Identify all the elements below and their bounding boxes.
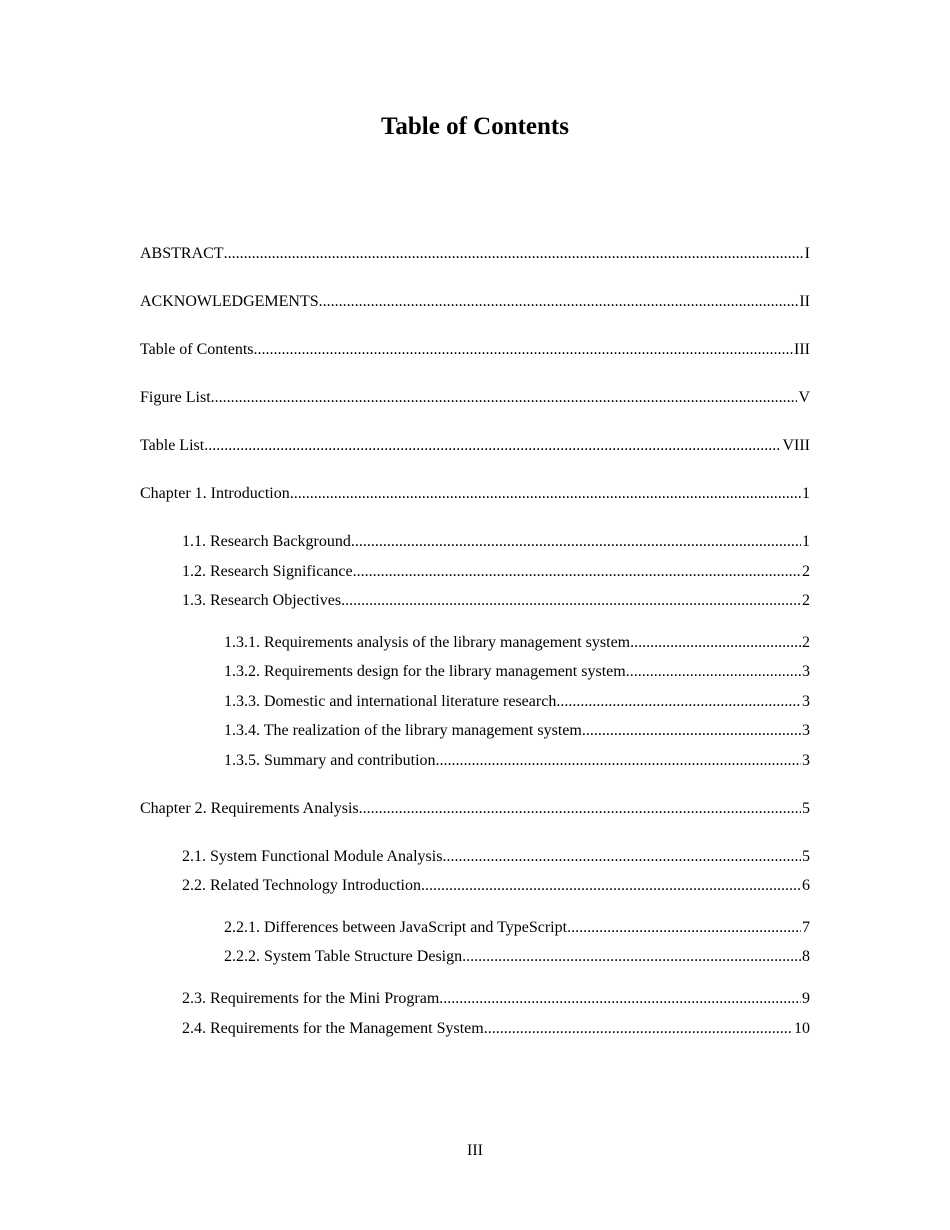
toc-entry-page: 2 — [802, 563, 810, 580]
toc-dot-leader — [359, 798, 801, 820]
toc-entry-page: 1 — [802, 485, 810, 502]
toc-dot-leader — [290, 483, 801, 505]
toc-entry-page: 3 — [802, 693, 810, 710]
toc-dot-leader — [462, 946, 801, 968]
toc-entry-page: 8 — [802, 948, 810, 965]
toc-dot-leader — [421, 875, 801, 897]
toc-entry-label: 2.1. System Functional Module Analysis — [182, 848, 443, 865]
toc-entry-label: 1.3.2. Requirements design for the library management system — [224, 663, 626, 680]
toc-entry-label: 2.2.2. System Table Structure Design — [224, 948, 463, 965]
toc-entry-label: 2.2.1. Differences between JavaScript and TypeScript — [224, 919, 568, 936]
toc-dot-leader — [442, 846, 801, 868]
toc-dot-leader — [567, 917, 801, 939]
toc-entry-page: I — [804, 245, 810, 262]
toc-entry-2-2-2[interactable] — [224, 946, 810, 968]
toc-entry-abstract[interactable] — [140, 243, 810, 265]
toc-entry-chapter-2[interactable] — [140, 798, 810, 820]
toc-entry-page: VIII — [782, 437, 810, 454]
toc-entry-label: ABSTRACT — [140, 245, 224, 262]
page-title: Table of Contents — [381, 113, 569, 140]
toc-entry-label: 2.2. Related Technology Introduction — [182, 877, 421, 894]
toc-entry-label: 1.1. Research Background — [182, 533, 351, 550]
toc-dot-leader — [211, 387, 798, 409]
toc-dot-leader — [319, 291, 799, 313]
toc-entry-2-2-1[interactable] — [224, 917, 810, 939]
toc-entry-page: III — [794, 341, 810, 358]
toc-entry-2-1[interactable] — [182, 846, 810, 868]
toc-entry-page: V — [798, 389, 810, 406]
toc-entry-label: 1.3.5. Summary and contribution — [224, 752, 436, 769]
toc-entry-page: 5 — [802, 800, 810, 817]
toc-entry-1-3-4[interactable] — [224, 720, 810, 742]
toc-entry-label: 2.4. Requirements for the Management System — [182, 1020, 484, 1037]
toc-entry-label: Table List — [140, 437, 205, 454]
toc-entry-chapter-1[interactable] — [140, 483, 810, 505]
toc-entry-page: 3 — [802, 663, 810, 680]
toc-dot-leader — [630, 632, 801, 654]
toc-entry-label: 2.3. Requirements for the Mini Program — [182, 990, 440, 1007]
toc-dot-leader — [626, 661, 801, 683]
toc-entry-1-3-3[interactable] — [224, 691, 810, 713]
toc-entry-table-list[interactable] — [140, 435, 810, 457]
toc-entry-table-of-contents[interactable] — [140, 339, 810, 361]
toc-entry-2-2[interactable] — [182, 875, 810, 897]
toc-entry-1-3[interactable] — [182, 590, 810, 612]
toc-entry-label: 1.3.1. Requirements analysis of the library management system — [224, 634, 631, 651]
toc-entry-label: Chapter 1. Introduction — [140, 485, 290, 502]
toc-entry-label: Table of Contents — [140, 341, 254, 358]
toc-entry-1-1[interactable] — [182, 531, 810, 553]
toc-entry-2-4[interactable] — [182, 1018, 810, 1040]
toc-entry-label: 1.3.3. Domestic and international literature research — [224, 693, 557, 710]
toc-entry-page: 3 — [802, 722, 810, 739]
toc-entry-page: 3 — [802, 752, 810, 769]
toc-entry-label: 1.3.4. The realization of the library management system — [224, 722, 582, 739]
toc-entry-1-2[interactable] — [182, 561, 810, 583]
toc-dot-leader — [436, 750, 801, 772]
toc-dot-leader — [254, 339, 793, 361]
toc-dot-leader — [351, 531, 801, 553]
toc-entry-2-3[interactable] — [182, 988, 810, 1010]
toc-dot-leader — [353, 561, 801, 583]
toc-entry-1-3-5[interactable] — [224, 750, 810, 772]
toc-entry-page: 7 — [802, 919, 810, 936]
toc-entry-page: 9 — [802, 990, 810, 1007]
toc-entry-page: 5 — [802, 848, 810, 865]
toc-entry-label: 1.2. Research Significance — [182, 563, 353, 580]
toc-dot-leader — [556, 691, 801, 713]
toc-entry-page: II — [799, 293, 810, 310]
page-number: III — [467, 1142, 483, 1159]
toc-entry-label: 1.3. Research Objectives — [182, 592, 342, 609]
toc-dot-leader — [484, 1018, 793, 1040]
toc-dot-leader — [341, 590, 801, 612]
toc-dot-leader — [582, 720, 801, 742]
toc-entry-figure-list[interactable] — [140, 387, 810, 409]
toc-entry-label: Chapter 2. Requirements Analysis — [140, 800, 359, 817]
toc-entry-page: 2 — [802, 592, 810, 609]
toc-entry-1-3-1[interactable] — [224, 632, 810, 654]
toc-entry-page: 10 — [794, 1020, 810, 1037]
toc-entry-1-3-2[interactable] — [224, 661, 810, 683]
toc-entry-page: 6 — [802, 877, 810, 894]
toc-entry-page: 2 — [802, 634, 810, 651]
toc-entry-acknowledgements[interactable] — [140, 291, 810, 313]
toc-entry-page: 1 — [802, 533, 810, 550]
toc-entry-label: ACKNOWLEDGEMENTS — [140, 293, 319, 310]
toc-dot-leader — [204, 435, 781, 457]
toc-dot-leader — [439, 988, 801, 1010]
toc-dot-leader — [224, 243, 804, 265]
toc-entry-label: Figure List — [140, 389, 211, 406]
